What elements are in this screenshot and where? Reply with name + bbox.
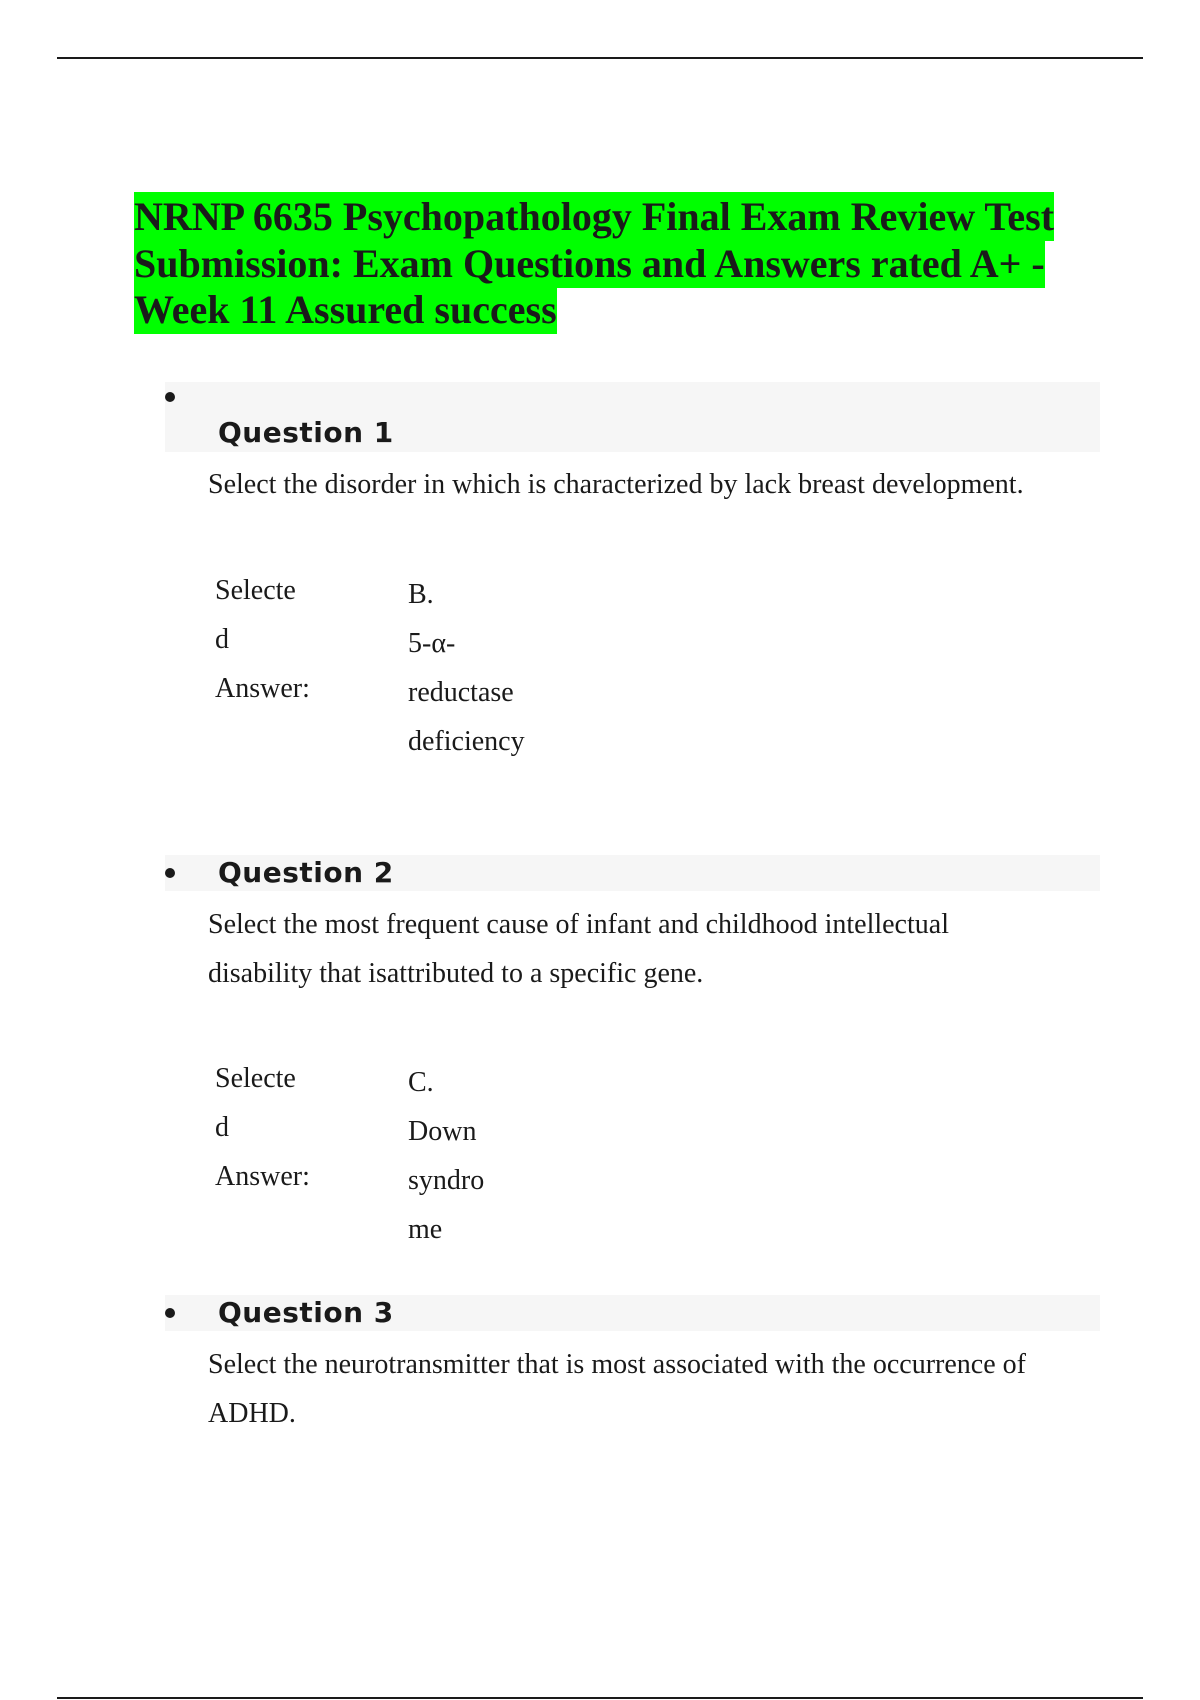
question-1-text: Select the disorder in which is characterized by lack breast development. <box>208 469 1024 500</box>
question-text-line: disability that isattributed to a specific gene. <box>208 958 704 989</box>
answer-label-line: d <box>215 624 229 655</box>
question-1-selected-answer <box>408 570 548 766</box>
question-3-text <box>208 1340 1128 1438</box>
answer-label-line: Answer: <box>215 1161 310 1192</box>
answer-value-line: B. <box>408 579 434 610</box>
answer-label-line: Selecte <box>215 575 296 606</box>
title-line-2: Submission: Exam Questions and Answers rated A+ - <box>134 240 1045 286</box>
answer-label-line: d <box>215 1112 229 1143</box>
answer-label-line: Answer: <box>215 673 310 704</box>
document-title <box>134 194 1084 334</box>
answer-value-line: 5-α- <box>408 628 456 659</box>
answer-value-line: reductase <box>408 677 514 708</box>
question-2-text <box>208 900 1128 998</box>
title-line-3: Week 11 Assured success <box>134 287 557 332</box>
question-2-heading: Question 2 <box>218 856 394 889</box>
question-3-heading: Question 3 <box>218 1296 394 1329</box>
question-text-line: ADHD. <box>208 1398 296 1429</box>
question-1-bullet <box>165 392 175 402</box>
question-1-heading: Question 1 <box>218 416 394 449</box>
question-text-line: Select the neurotransmitter that is most associated with the occurrence of <box>208 1349 1026 1380</box>
question-2-bullet <box>165 868 175 878</box>
footer-rule <box>57 1697 1143 1699</box>
header-rule <box>57 57 1143 59</box>
question-2-answer-label <box>215 1054 335 1201</box>
question-3-bullet <box>165 1308 175 1318</box>
answer-value-line: me <box>408 1214 443 1245</box>
question-text-line: Select the most frequent cause of infant and childhood intellectual <box>208 909 949 940</box>
answer-value-line: syndro <box>408 1165 485 1196</box>
answer-value-line: Down <box>408 1116 477 1147</box>
question-2-selected-answer <box>408 1058 548 1254</box>
answer-value-line: deficiency <box>408 726 525 757</box>
answer-value-line: C. <box>408 1067 434 1098</box>
title-line-1: NRNP 6635 Psychopathology Final Exam Review Test <box>134 194 1055 239</box>
question-1-answer-label <box>215 566 335 713</box>
answer-label-line: Selecte <box>215 1063 296 1094</box>
